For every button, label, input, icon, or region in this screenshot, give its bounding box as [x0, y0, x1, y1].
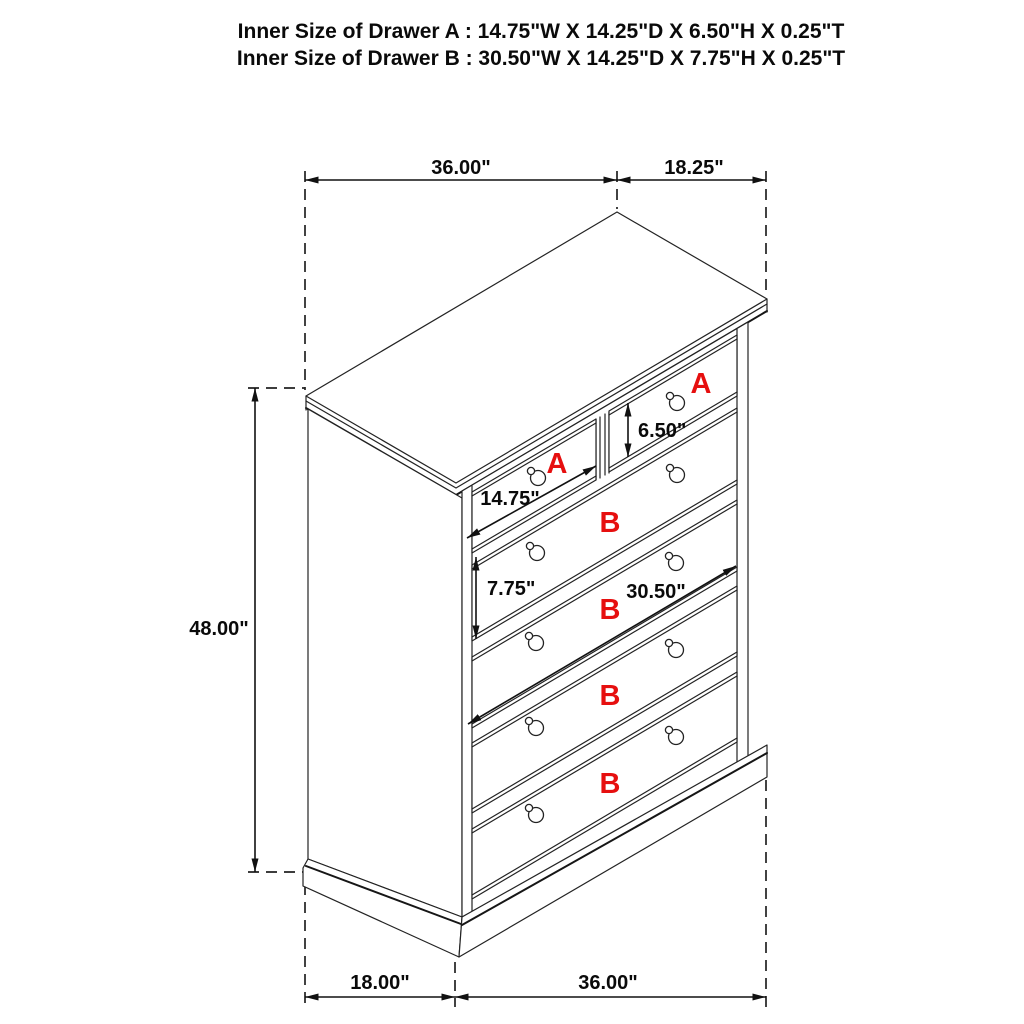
- drawer-a-inner-size-text: Inner Size of Drawer A : 14.75"W X 14.25"D X 6.50"H X 0.25"T: [237, 20, 845, 43]
- drawer-b3-label: B: [599, 680, 621, 712]
- header-text: [237, 20, 845, 70]
- drawer-b-inner-size-text: Inner Size of Drawer B : 30.50"W X 14.25"D X 7.75"H X 0.25"T: [236, 47, 846, 70]
- top-width-label: 36.00": [431, 157, 491, 179]
- drawer-a-width-label: 14.75": [480, 488, 540, 510]
- drawer-a-height-label: 6.50": [638, 420, 687, 442]
- drawer-a1-label: A: [546, 448, 568, 480]
- bottom-depth-label: 18.00": [350, 972, 410, 994]
- dimension-top-width: [305, 157, 617, 180]
- dimension-height: [189, 388, 255, 872]
- drawer-b1-label: B: [599, 507, 621, 539]
- drawer-a2-label: A: [690, 368, 712, 400]
- drawer-b-width-label: 30.50": [626, 581, 686, 603]
- dimension-bottom-width: [455, 972, 766, 997]
- drawer-b2-label: B: [599, 594, 621, 626]
- drawer-b4-label: B: [599, 768, 621, 800]
- drawer-b-height-label: 7.75": [487, 578, 536, 600]
- height-label: 48.00": [189, 618, 249, 640]
- dimension-top-depth: [617, 157, 766, 180]
- top-depth-label: 18.25": [664, 157, 724, 179]
- cabinet-side-panel: [308, 409, 462, 917]
- bottom-width-label: 36.00": [578, 972, 638, 994]
- dimension-bottom-depth: [305, 972, 455, 997]
